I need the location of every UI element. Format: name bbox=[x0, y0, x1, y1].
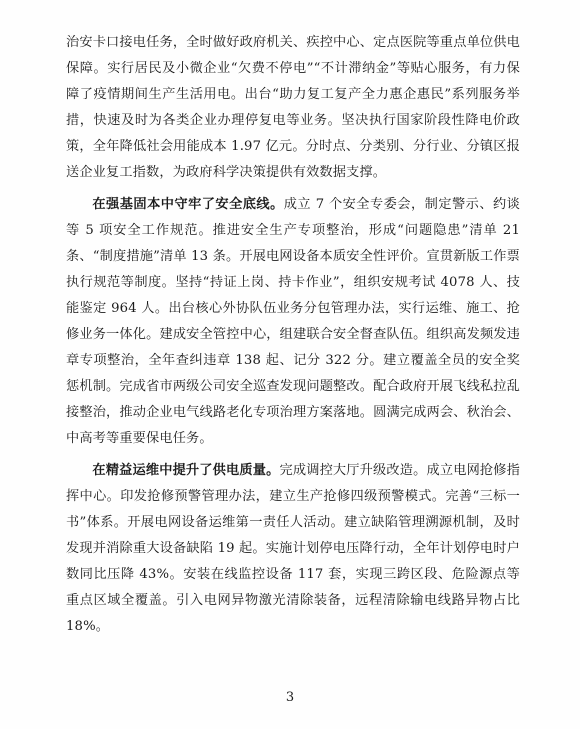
paragraph-body: 完成调控大厅升级改造。成立电网抢修指挥中心。印发抢修预警管理办法，建立生产抢修四级预警模式。完善“三标一书”体系。开展电网设备运维第一责任人活动。建立缺陷管理溯源机制，及时发现并消除重大设备缺陷 19 起。实施计划停电压降行动，全年计划停电时户数同比压降 43%。安装在线监控设备 117 套，实现三跨区段、危险源点等重点区域全覆盖。引入电网异物激光清除装备，远程清除输电线路异物占比 18%。 bbox=[66, 463, 520, 634]
document-body bbox=[66, 30, 520, 646]
paragraph-heading: 在精益运维中提升了供电质量。 bbox=[92, 463, 280, 478]
paragraph-body: 治安卡口接电任务，全时做好政府机关、疾控中心、定点医院等重点单位供电保障。实行居民及小微企业“欠费不停电”“不计滞纳金”等贴心服务，有力保障了疫情期间生产生活用电。出台“助力复工复产全力惠企惠民”系列服务举措，快速及时为各类企业办理停复电等业务。坚决执行国家阶段性降电价政策，全年降低社会用能成本 1.97 亿元。分时点、分类别、分行业、分镇区报送企业复工指数，为政府科学决策提供有效数据支撑。 bbox=[66, 35, 520, 180]
paragraph-safety bbox=[66, 192, 520, 452]
paragraph-body: 成立 7 个安全专委会，制定警示、约谈等 5 项安全工作规范。推进安全生产专项整治，形成“问题隐患”清单 21 条、“制度措施”清单 13 条。开展电网设备本质安全性评价。宣贯新版工作票执行规范等制度。坚持“持证上岗、持卡作业”，组织安规考试 4078 人、技能鉴定 964 人。出台核心外协队伍业务分包管理办法，实行运维、施工、抢修业务一体化。建成安全管控中心，组建联合安全督查队伍。组织高发频发违章专项整治，全年查纠违章 138 起、记分 322 分。建立覆盖全员的安全奖惩机制。完成省市两级公司安全巡查发现问题整改。配合政府开展飞线私拉乱接整治，推动企业电气线路老化专项治理方案落地。圆满完成两会、秋治会、中高考等重要保电任务。 bbox=[66, 197, 520, 446]
page-number: 3 bbox=[285, 690, 295, 705]
paragraph-continued bbox=[66, 30, 520, 186]
paragraph-quality bbox=[66, 458, 520, 640]
paragraph-heading: 在强基固本中守牢了安全底线。 bbox=[92, 197, 284, 212]
